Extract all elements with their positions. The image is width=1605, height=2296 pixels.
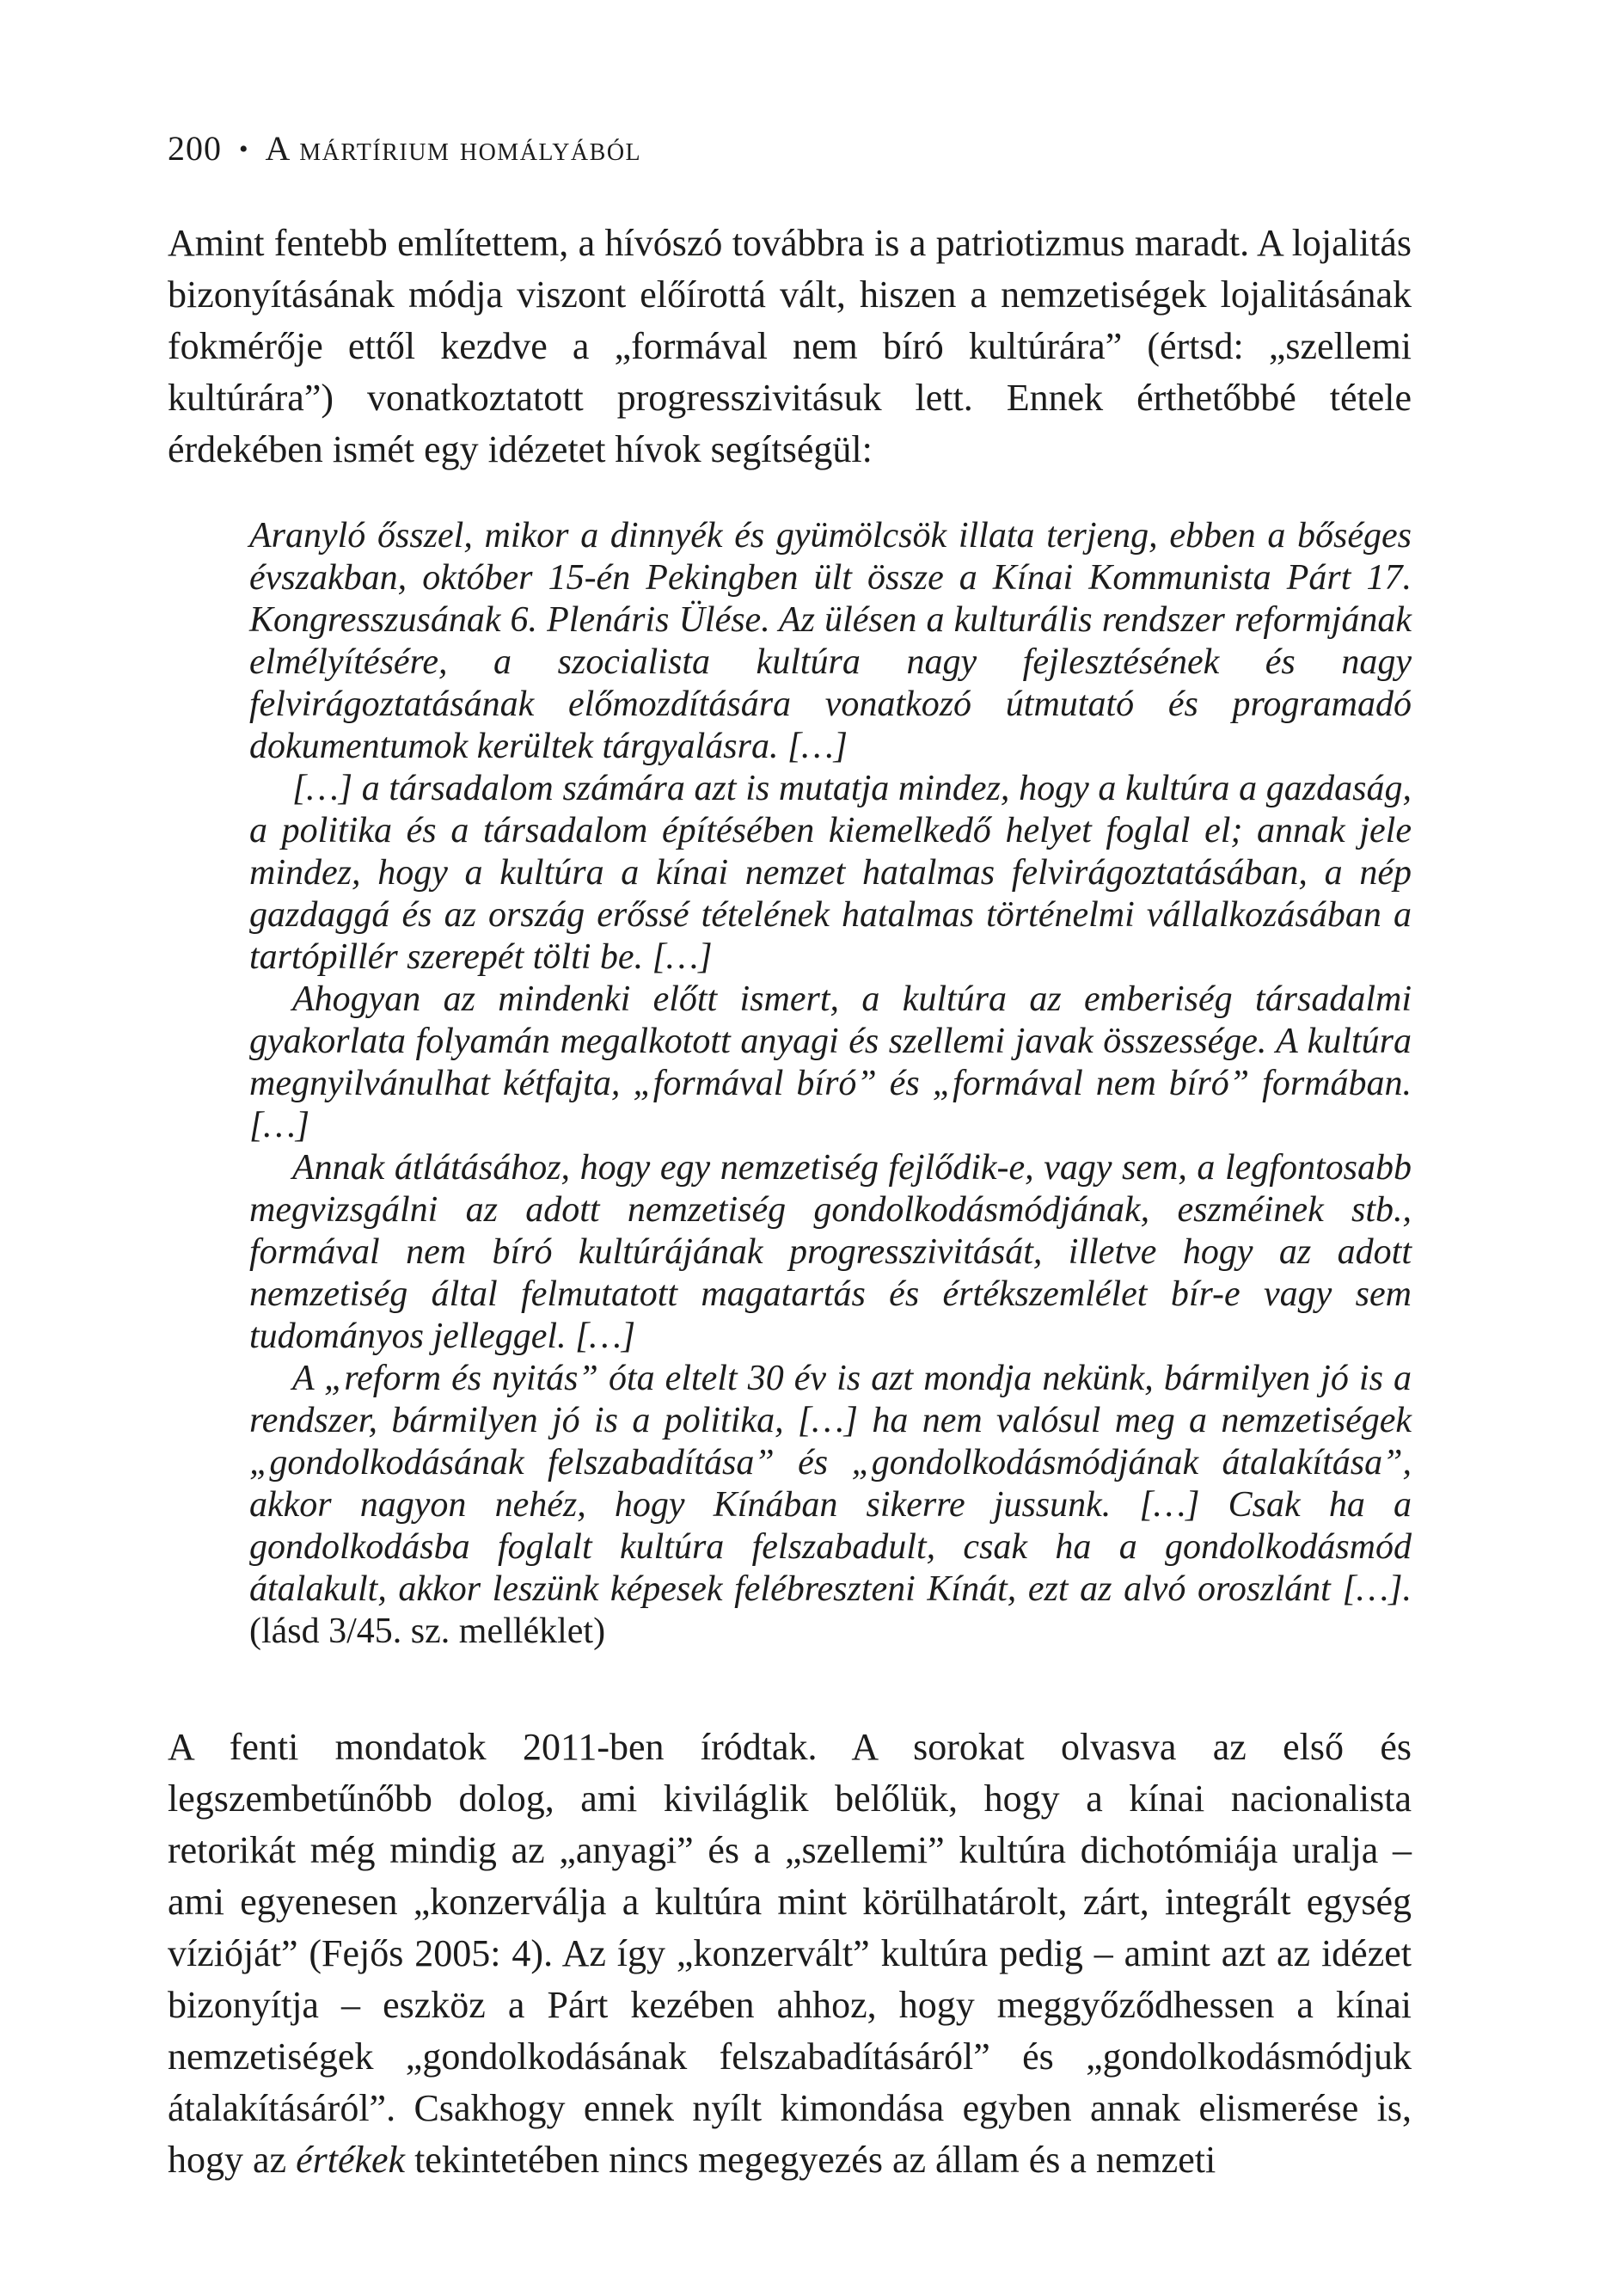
quote-paragraph: Aranyló ősszel, mikor a dinnyék és gyümölcsök illata terjeng, ebben a bőséges évszakban, október 15-én Pekingben ült össze a Kínai Kommunista Párt 17. Kongresszusának 6. Plenáris Ülése. Az ülésen a kulturális rendszer reformjának elmélyítésére, a szocialista kultúra nagy fejlesztésének és nagy felvirágoztatásának előmozdítására vonatkozó útmutató és programadó dokumentumok kerültek tárgyalásra. […]: [249, 516, 1412, 766]
intro-paragraph: Amint fentebb említettem, a hívószó továbbra is a patriotizmus maradt. A lojalitás bizonyításának módja viszont előírottá vált, hiszen a nemzetiségek lojalitásának fokmérője ettől kezdve a „formával nem bíró kultúrára” (értsd: „szellemi kultúrára”) vonatkoztatott progresszivitásuk lett. Ennek érthetőbbé tétele érdekében ismét egy idézetet hívok segítségül:: [168, 222, 1412, 470]
quote-paragraph: […] a társadalom számára azt is mutatja mindez, hogy a kultúra a gazdaság, a politika és a társadalom építésében kiemelkedő helyet foglal el; annak jele mindez, hogy a kultúra a kínai nemzet hatalmas felvirágoztatásában, a nép gazdaggá és az ország erőssé tételének hatalmas történelmi vállalkozásában a tartópillér szerepét tölti be. […]: [249, 769, 1412, 977]
quote-paragraph: [249, 1358, 1412, 1653]
running-title: A mártírium homályából: [265, 129, 642, 168]
page-number: 200: [168, 129, 222, 168]
closing-text-end: tekintetében nincs megegyezés az állam és a nemzeti: [405, 2139, 1216, 2181]
closing-paragraph: [168, 1722, 1412, 2186]
quote-citation: (lásd 3/45. sz. melléklet): [249, 1611, 606, 1651]
block-quote: [249, 515, 1412, 1653]
running-header: [168, 129, 1412, 169]
quote-paragraph: Ahogyan az mindenki előtt ismert, a kultúra az emberiség társadalmi gyakorlata folyamán megalkotott anyagi és szellemi javak összessége. A kultúra megnyilvánulhat kétfajta, „formával bíró” és „formával nem bíró” formában. […]: [249, 979, 1412, 1145]
closing-text-start: A fenti mondatok 2011-ben íródtak. A sorokat olvasva az első és legszembetűnőbb dolog, ami kiviláglik belőlük, hogy a kínai nacionalista retorikát még mindig az „anyagi” és a „szellemi” kultúra dichotómiája uralja – ami egyenesen „konzerválja a kultúra mint körülhatárolt, zárt, integrált egység vízióját” (Fejős 2005: 4). Az így „konzervált” kultúra pedig – amint azt az idézet bizonyítja – eszköz a Párt kezében ahhoz, hogy meggyőződhessen a kínai nemzetiségek „gondolkodásának felszabadításáról” és „gondolkodásmódjuk átalakításáról”. Csakhogy ennek nyílt kimondása egyben annak elismerése is, hogy az: [168, 1726, 1412, 2181]
book-page: [168, 0, 1412, 2186]
quote-paragraph: Annak átlátásához, hogy egy nemzetiség fejlődik-e, vagy sem, a legfontosabb megvizsgálni az adott nemzetiség gondolkodásmódjának, eszméinek stb., formával nem bíró kultúrájának progresszivitását, illetve hogy az adott nemzetiség által felmutatott magatartás és értékszemlélet bír-e vagy sem tudományos jelleggel. […]: [249, 1148, 1412, 1356]
emphasis-word: értékek: [296, 2139, 406, 2181]
quote-paragraph-text: A „reform és nyitás” óta eltelt 30 év is azt mondja nekünk, bármilyen jó is a rendszer, bármilyen jó is a politika, […] ha nem valósul meg a nemzetiségek „gondolkodásának felszabadítása” és „gondolkodásmódjának átalakítása”, akkor nagyon nehéz, hogy Kínában sikerre jussunk. […] Csak ha a gondolkodásba foglalt kultúra felszabadult, csak ha a gondolkodásmód átalakult, akkor leszünk képesek felébreszteni Kínát, ezt az alvó oroszlánt […].: [249, 1359, 1412, 1609]
separator-dot: •: [239, 135, 248, 163]
